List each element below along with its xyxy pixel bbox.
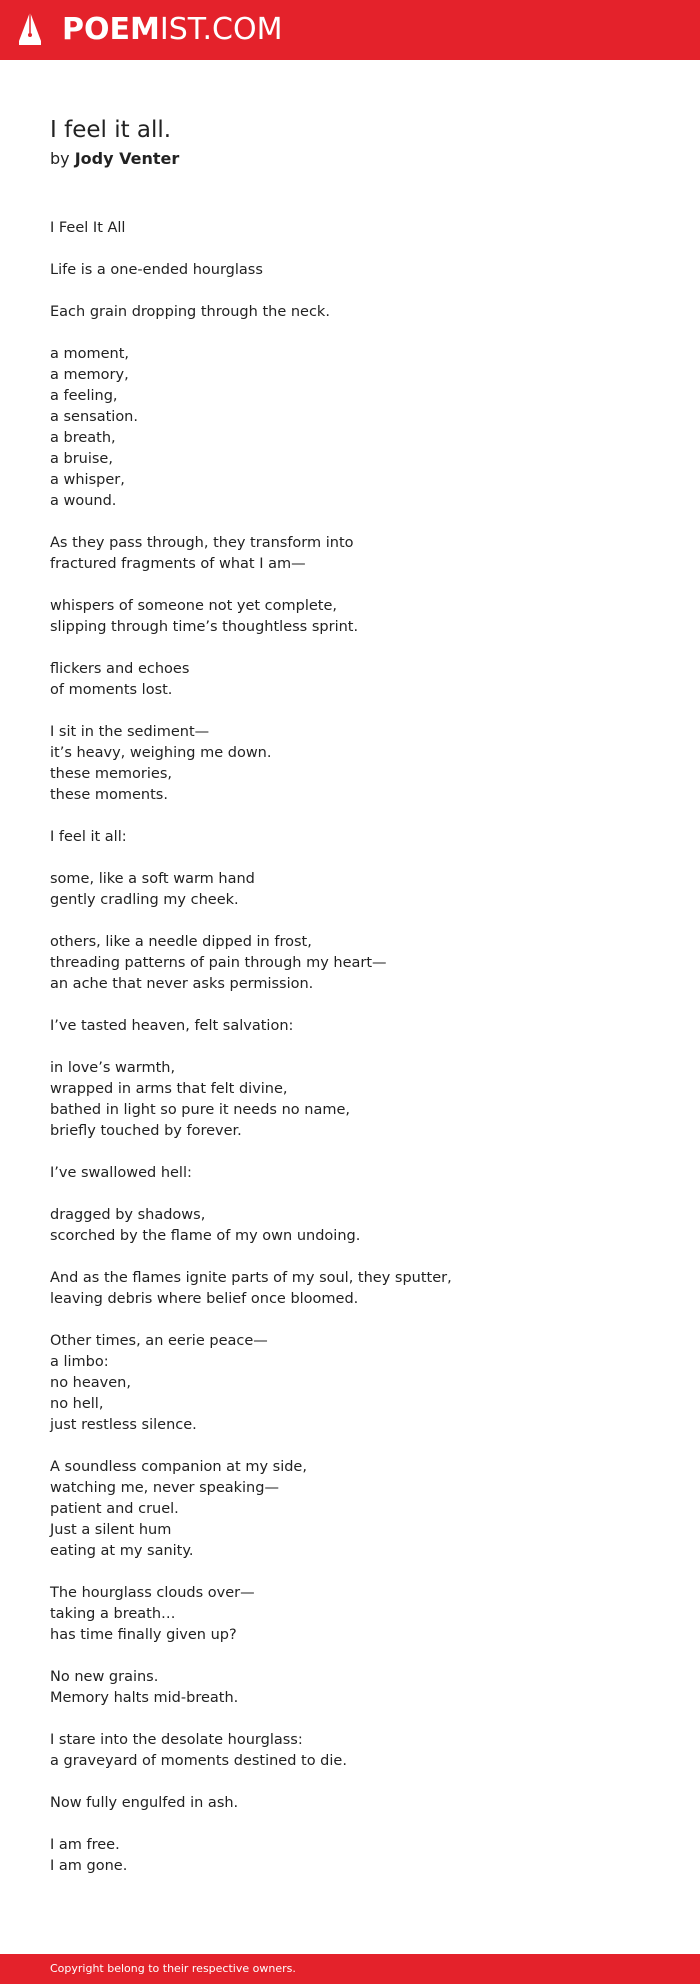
site-logo[interactable] bbox=[62, 12, 282, 48]
poem-line: wrapped in arms that felt divine, bbox=[50, 1081, 288, 1097]
poem-line: a bruise, bbox=[50, 451, 113, 467]
poem-line: a limbo: bbox=[50, 1354, 109, 1370]
poem-line: patient and cruel. bbox=[50, 1501, 179, 1517]
poem-stanza bbox=[50, 1667, 650, 1709]
poem-line: dragged by shadows, bbox=[50, 1207, 206, 1223]
logo-light-text: IST.COM bbox=[159, 12, 283, 47]
poem-stanza bbox=[50, 1583, 650, 1646]
poem-stanza bbox=[50, 260, 650, 281]
poem-stanza bbox=[50, 596, 650, 638]
poem-line: I’ve swallowed hell: bbox=[50, 1165, 192, 1181]
poem-line: in love’s warmth, bbox=[50, 1060, 176, 1076]
poem-line: Other times, an eerie peace— bbox=[50, 1333, 268, 1349]
poem-stanza bbox=[50, 302, 650, 323]
copyright-text: Copyright belong to their respective owners. bbox=[50, 1962, 296, 1975]
poem-line: And as the flames ignite parts of my soul, they sputter, bbox=[50, 1270, 452, 1286]
poem-line: has time finally given up? bbox=[50, 1627, 237, 1643]
poem-line: leaving debris where belief once bloomed. bbox=[50, 1291, 359, 1307]
site-footer bbox=[0, 1954, 700, 1984]
poem-line: a wound. bbox=[50, 493, 117, 509]
poem-line: taking a breath… bbox=[50, 1606, 176, 1622]
poem-line: No new grains. bbox=[50, 1669, 159, 1685]
poem-stanza bbox=[50, 827, 650, 848]
poem-stanza bbox=[50, 1016, 650, 1037]
poem-line: eating at my sanity. bbox=[50, 1543, 194, 1559]
poem-line: a breath, bbox=[50, 430, 116, 446]
poem-stanza bbox=[50, 1793, 650, 1814]
poem-line: a feeling, bbox=[50, 388, 118, 404]
poem-line: these moments. bbox=[50, 787, 168, 803]
poem-stanza bbox=[50, 1457, 650, 1562]
poem-line: briefly touched by forever. bbox=[50, 1123, 242, 1139]
poem-line: a whisper, bbox=[50, 472, 125, 488]
poem-title: I feel it all. bbox=[50, 117, 172, 143]
poem-line: Memory halts mid-breath. bbox=[50, 1690, 239, 1706]
poem-line: these memories, bbox=[50, 766, 172, 782]
poem-line: The hourglass clouds over— bbox=[50, 1585, 255, 1601]
poem-line: I am gone. bbox=[50, 1858, 128, 1874]
poem-line: fractured fragments of what I am— bbox=[50, 556, 306, 572]
poem-line: threading patterns of pain through my heart— bbox=[50, 955, 387, 971]
site-header bbox=[0, 0, 700, 60]
poem-line: of moments lost. bbox=[50, 682, 173, 698]
poem-line: I’ve tasted heaven, felt salvation: bbox=[50, 1018, 294, 1034]
poem-line: A soundless companion at my side, bbox=[50, 1459, 307, 1475]
poem-stanza bbox=[50, 1268, 650, 1310]
poem-line: some, like a soft warm hand bbox=[50, 871, 255, 887]
poem-line: it’s heavy, weighing me down. bbox=[50, 745, 272, 761]
poem-line: gently cradling my cheek. bbox=[50, 892, 239, 908]
poem-line: Life is a one-ended hourglass bbox=[50, 262, 263, 278]
poem-line: a moment, bbox=[50, 346, 130, 362]
poem-line: a sensation. bbox=[50, 409, 138, 425]
poem-stanza bbox=[50, 1205, 650, 1247]
poem-stanza bbox=[50, 1058, 650, 1142]
poem-stanza bbox=[50, 932, 650, 995]
poem-line: bathed in light so pure it needs no name, bbox=[50, 1102, 350, 1118]
poem-line: scorched by the flame of my own undoing. bbox=[50, 1228, 361, 1244]
poem-body bbox=[50, 218, 650, 1898]
poem-line: I Feel It All bbox=[50, 220, 126, 236]
poem-line: a memory, bbox=[50, 367, 129, 383]
poem-line: I sit in the sediment— bbox=[50, 724, 210, 740]
poem-line: I feel it all: bbox=[50, 829, 127, 845]
poem-stanza bbox=[50, 1163, 650, 1184]
author-name[interactable]: Jody Venter bbox=[74, 149, 180, 168]
poem-stanza bbox=[50, 659, 650, 701]
byline bbox=[50, 148, 179, 170]
poem-line: As they pass through, they transform into bbox=[50, 535, 354, 551]
poem-line: whispers of someone not yet complete, bbox=[50, 598, 338, 614]
poem-stanza bbox=[50, 533, 650, 575]
logo-bold-text: POEM bbox=[62, 12, 160, 47]
poem-line: Just a silent hum bbox=[50, 1522, 172, 1538]
poem-line: an ache that never asks permission. bbox=[50, 976, 314, 992]
poem-line: I stare into the desolate hourglass: bbox=[50, 1732, 303, 1748]
poem-line: I am free. bbox=[50, 1837, 120, 1853]
poem-stanza bbox=[50, 218, 650, 239]
poem-line: flickers and echoes bbox=[50, 661, 190, 677]
poem-line: Now fully engulfed in ash. bbox=[50, 1795, 239, 1811]
poem-stanza bbox=[50, 1730, 650, 1772]
poem-line: Each grain dropping through the neck. bbox=[50, 304, 330, 320]
poem-line: slipping through time’s thoughtless sprint. bbox=[50, 619, 359, 635]
poem-line: others, like a needle dipped in frost, bbox=[50, 934, 312, 950]
poem-line: no heaven, bbox=[50, 1375, 131, 1391]
by-label: by bbox=[50, 149, 70, 168]
poem-stanza bbox=[50, 1835, 650, 1877]
poem-line: no hell, bbox=[50, 1396, 104, 1412]
poem-stanza bbox=[50, 722, 650, 806]
poem-line: watching me, never speaking— bbox=[50, 1480, 279, 1496]
poem-stanza bbox=[50, 344, 650, 512]
poem-stanza bbox=[50, 1331, 650, 1436]
poem-line: a graveyard of moments destined to die. bbox=[50, 1753, 347, 1769]
poem-line: just restless silence. bbox=[50, 1417, 197, 1433]
poem-stanza bbox=[50, 869, 650, 911]
pen-nib-icon[interactable] bbox=[17, 11, 43, 51]
